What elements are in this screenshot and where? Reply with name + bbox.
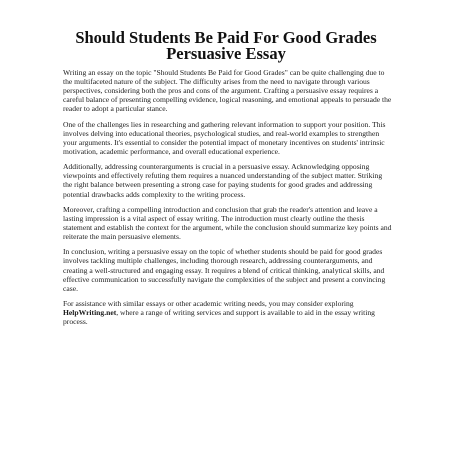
closing-text-before: For assistance with similar essays or other academic writing needs, you may consider exploring: [63, 299, 354, 308]
paragraph-introduction-conclusion: Moreover, crafting a compelling introduction and conclusion that grab the reader's attention and leave a lasting impression is a vital aspect of essay writing. The introduction must clearly outline the thesis statement and establish the context for the argument, while the conclusion should summarize key points and reiterate the main persuasive elements.: [63, 204, 392, 242]
document-body: [63, 68, 393, 332]
document-subtitle: Persuasive Essay: [166, 44, 286, 63]
paragraph-closing: [63, 299, 393, 326]
paragraph-research: One of the challenges lies in researching and gathering relevant information to support your position. This involves delving into educational theories, psychological studies, and real-world examples to strengthen your arguments. It's essential to consider the potential impact of monetary incentives on students' intrinsic motivation, academic performance, and overall educational experience.: [63, 119, 386, 156]
closing-text-after: , where a range of writing services and support is available to aid in the essay writing process.: [63, 308, 375, 327]
paragraph-intro: Writing an essay on the topic "Should Students Be Paid for Good Grades" can be quite challenging due to the multifaceted nature of the subject. The difficulty arises from the need to navigate through various perspectives, considering both the pros and cons of the argument. Crafting a persuasive essay requires a careful balance of presenting compelling evidence, logical reasoning, and emotional appeals to persuade the reader to adopt a particular stance.: [63, 68, 392, 114]
document-title: Should Students Be Paid For Good Grades: [75, 28, 377, 47]
brand-link[interactable]: HelpWriting.net: [63, 308, 117, 318]
paragraph-counterarguments: Additionally, addressing counterarguments is crucial in a persuasive essay. Acknowledging opposing viewpoints and effectively refuting them requires a nuanced understanding of the subject matter. Striking the right balance between presenting a strong case for paying students for good grades and addressing potential drawbacks adds complexity to the writing process.: [63, 162, 383, 199]
paragraph-conclusion: In conclusion, writing a persuasive essay on the topic of whether students should be paid for good grades involves tackling multiple challenges, including thorough research, addressing counterarguments, and creating a well-structured and engaging essay. It requires a blend of critical thinking, analytical skills, and effective communication to successfully navigate the complexities of the subject and present a convincing case.: [63, 247, 386, 293]
